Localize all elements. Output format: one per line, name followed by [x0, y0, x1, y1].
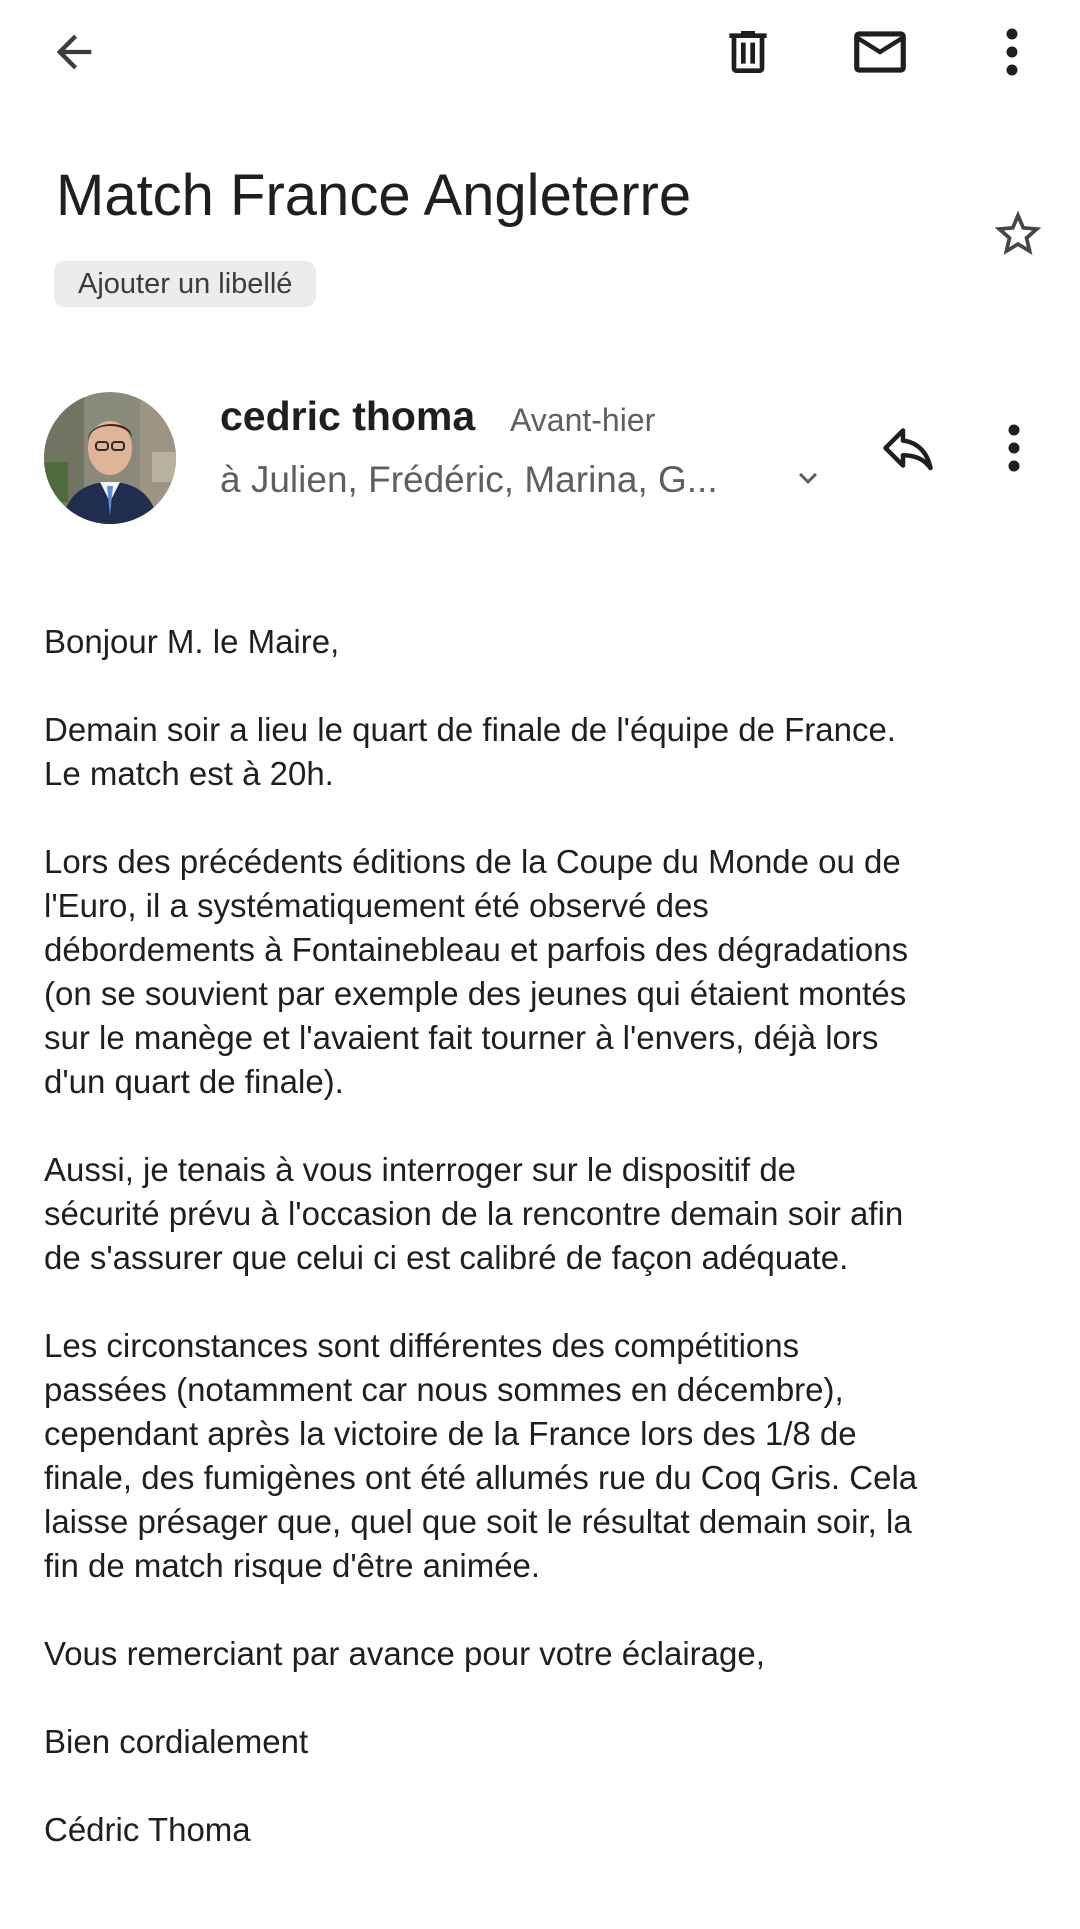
- email-subject: Match France Angleterre: [56, 163, 692, 228]
- message-more-button[interactable]: [982, 410, 1046, 490]
- star-icon: [990, 206, 1046, 267]
- delete-button[interactable]: [708, 12, 788, 92]
- more-options-button[interactable]: [972, 12, 1052, 92]
- sender-name: cedric thoma: [220, 393, 476, 439]
- body-greeting: Bonjour M. le Maire,: [44, 623, 340, 660]
- body-closing: Vous remerciant par avance pour votre éclairage,: [44, 1635, 765, 1672]
- more-vert-icon: [1005, 27, 1019, 77]
- body-paragraph: Demain soir a lieu le quart de finale de l'équipe de France. Le match est à 20h.: [44, 711, 896, 792]
- more-vert-icon: [1007, 424, 1021, 477]
- body-paragraph: Aussi, je tenais à vous interroger sur le dispositif de sécurité prévu à l'occasion de la rencontre demain soir afin de s'assurer que celui ci est calibré de façon adéquate.: [44, 1151, 904, 1276]
- sender-avatar[interactable]: [44, 392, 176, 524]
- add-label-chip[interactable]: Ajouter un libellé: [54, 261, 316, 307]
- chevron-down-icon: [790, 460, 826, 501]
- body-sign-off: Bien cordialement: [44, 1723, 309, 1760]
- mark-unread-button[interactable]: [840, 12, 920, 92]
- body-paragraph: Lors des précédents éditions de la Coupe du Monde ou de l'Euro, il a systématiquement été observé des débordements à Fontainebleau et parfois des dégradations (on se souvient par exemple des jeunes qui étaient montés sur le manège et l'avaient fait tourner à l'envers, déjà lors d'un quart de finale).: [44, 843, 909, 1100]
- sent-date: Avant-hier: [510, 402, 656, 438]
- back-button[interactable]: [34, 12, 114, 92]
- expand-details-button[interactable]: [784, 456, 832, 504]
- reply-button[interactable]: [868, 410, 948, 490]
- recipients-summary[interactable]: à Julien, Frédéric, Marina, G...: [220, 459, 718, 500]
- body-signature: Cédric Thoma: [44, 1811, 251, 1848]
- trash-icon: [720, 24, 776, 80]
- body-paragraph: Les circonstances sont différentes des compétitions passées (notamment car nous sommes en décembre), cependant après la victoire de la France lors des 1/8 de finale, des fumigènes ont été allumés rue du Coq Gris. Cela laisse présager que, quel que soit le résultat demain soir, la fin de match risque d'être animée.: [44, 1327, 918, 1584]
- message-body: [44, 620, 1054, 1896]
- arrow-back-icon: [48, 26, 100, 78]
- mail-icon: [849, 21, 911, 83]
- reply-icon: [878, 418, 938, 483]
- star-button[interactable]: [982, 200, 1054, 272]
